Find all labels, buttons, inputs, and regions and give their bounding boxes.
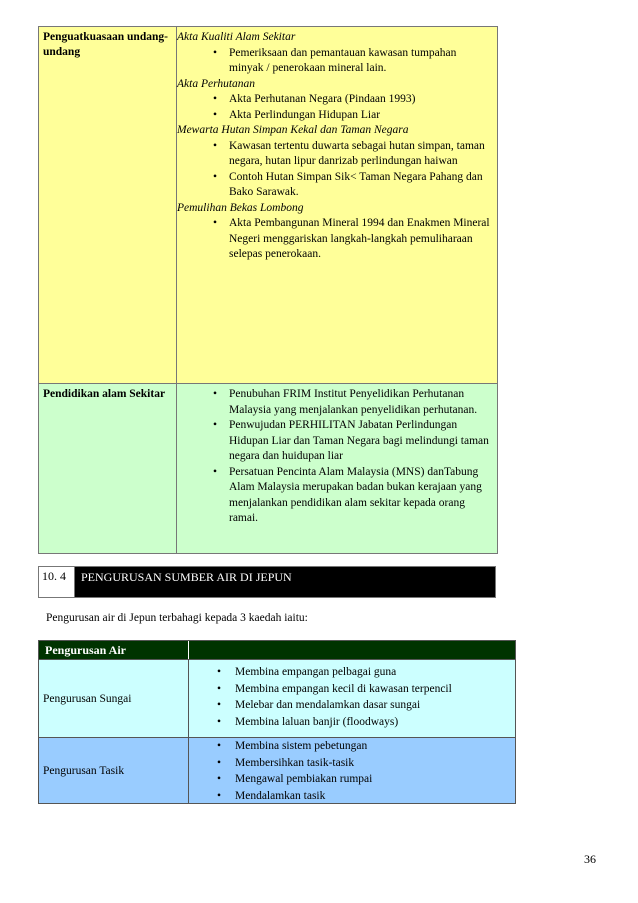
water-management-table — [38, 640, 516, 804]
section-number: 10. 4 — [39, 567, 75, 597]
row-label: Pengurusan Tasik — [39, 738, 189, 803]
list-item: • Mendalamkan tasik — [189, 788, 515, 805]
intro-text: Pengurusan air di Jepun terbahagi kepada 3 kaedah iaitu: — [46, 612, 308, 624]
enforcement-education-table — [38, 26, 498, 554]
list-item: • Akta Perhutanan Negara (Pindaan 1993) — [177, 92, 493, 108]
subheading: Akta Kualiti Alam Sekitar — [177, 31, 296, 43]
list-item: • Akta Perlindungan Hidupan Liar — [177, 108, 493, 124]
row-content — [177, 27, 497, 383]
list-item: • Penwujudan PERHILITAN Jabatan Perlindungan Hidupan Liar dan Taman Negara bagi melindungi taman negara dan huidupan liar — [177, 418, 493, 465]
row-label: Pendidikan alam Sekitar — [39, 384, 177, 553]
list-item: • Penubuhan FRIM Institut Penyelidikan Perhutanan Malaysia yang menjalankan penyelidikan perhutanan. — [177, 387, 493, 418]
page-number: 36 — [584, 852, 596, 866]
row-content — [189, 738, 515, 803]
section-heading — [38, 566, 496, 598]
section-title: PENGURUSAN SUMBER AIR DI JEPUN — [75, 567, 495, 597]
table-row — [39, 659, 515, 737]
row-label: Pengurusan Sungai — [39, 660, 189, 737]
subheading: Mewarta Hutan Simpan Kekal dan Taman Negara — [177, 124, 409, 136]
list-item: • Membina sistem pebetungan — [189, 738, 515, 755]
subheading: Akta Perhutanan — [177, 77, 256, 90]
header-cell: Pengurusan Air — [39, 641, 189, 659]
list-item: • Pemeriksaan dan pemantauan kawasan tumpahan minyak / penerokaan mineral lain. — [177, 46, 493, 77]
list-item: • Membersihkan tasik-tasik — [189, 755, 515, 772]
list-item: • Kawasan tertentu duwarta sebagai hutan simpan, taman negara, hutan lipur danrizab perlindungan haiwan — [177, 139, 493, 170]
list-item: • Contoh Hutan Simpan Sik< Taman Negara Pahang dan Bako Sarawak. — [177, 170, 493, 201]
table-header — [39, 641, 515, 659]
table-row — [39, 27, 497, 384]
table-row — [39, 384, 497, 553]
list-item: • Melebar dan mendalamkan dasar sungai — [189, 697, 515, 714]
list-item: • Mengawal pembiakan rumpai — [189, 771, 515, 788]
row-content — [189, 660, 515, 737]
list-item: • Persatuan Pencinta Alam Malaysia (MNS) danTabung Alam Malaysia merupakan badan bukan kerajaan yang menjalankan pendidikan alam sekitar kepada orang ramai. — [177, 465, 493, 527]
row-content — [177, 384, 497, 553]
row-label: Penguatkuasaan undang-undang — [39, 27, 177, 383]
table-row — [39, 737, 515, 803]
list-item: • Membina laluan banjir (floodways) — [189, 714, 515, 731]
list-item: • Membina empangan pelbagai guna — [189, 664, 515, 681]
header-cell-empty — [189, 641, 515, 659]
subheading: Pemulihan Bekas Lombong — [177, 201, 304, 214]
list-item: • Membina empangan kecil di kawasan terpencil — [189, 681, 515, 698]
list-item: • Akta Pembangunan Mineral 1994 dan Enakmen Mineral Negeri menggariskan langkah-langkah pemuliharaan selepas penerokaan. — [177, 216, 493, 263]
